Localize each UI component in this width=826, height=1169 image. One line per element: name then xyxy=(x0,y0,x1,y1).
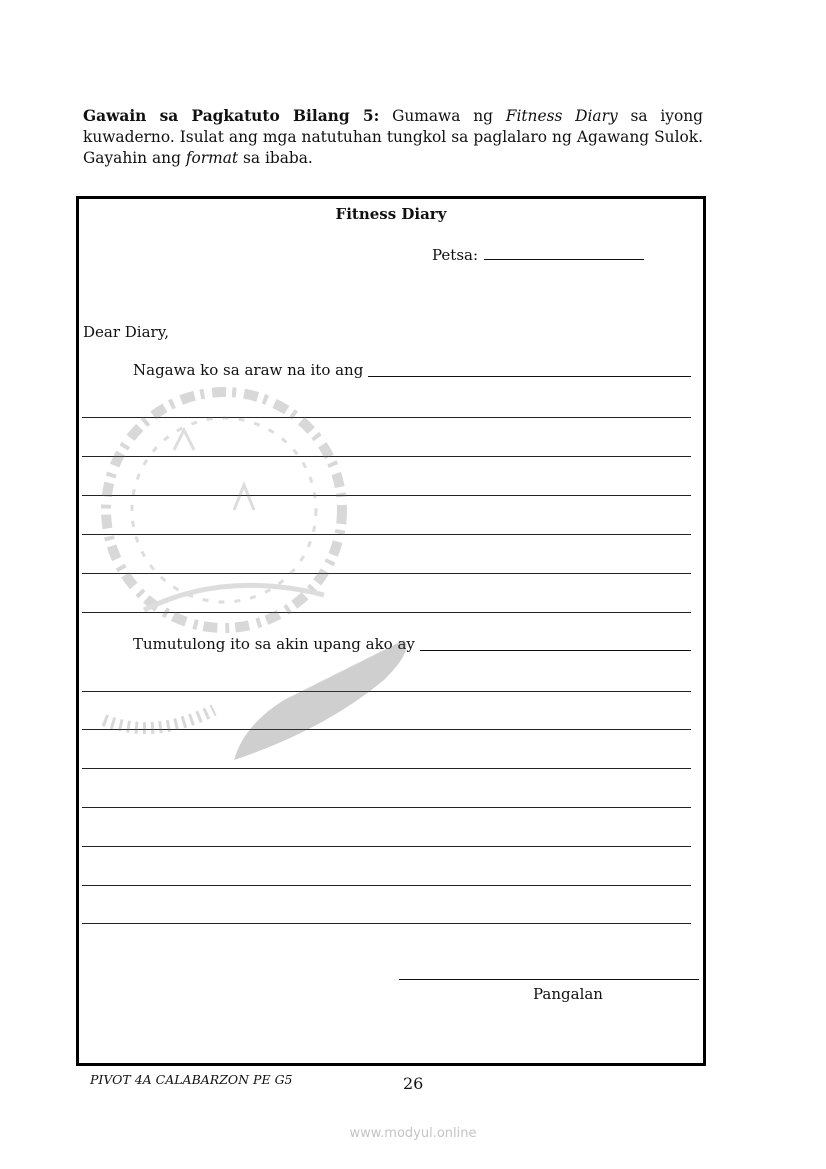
instruction-italic-1: Fitness Diary xyxy=(505,107,618,125)
instruction-text-1: Gumawa ng xyxy=(379,107,506,125)
signature-line xyxy=(399,979,699,980)
prompt-2-blank-line xyxy=(420,649,691,651)
writing-line xyxy=(82,534,691,535)
instruction-text-2: sa iyong kuwaderno. Isulat ang mga natutuhan tungkol sa paglalaro ng Agawang Sulok. Gayahin ang xyxy=(83,107,703,167)
date-label: Petsa: xyxy=(432,246,479,264)
prompt-1-blank-line xyxy=(368,375,691,377)
fitness-diary-form xyxy=(76,196,706,1066)
writing-line xyxy=(82,495,691,496)
diary-greeting: Dear Diary, xyxy=(83,323,169,341)
page-number: 26 xyxy=(403,1074,424,1093)
writing-line xyxy=(82,846,691,847)
activity-instructions xyxy=(83,106,703,169)
writing-line xyxy=(82,729,691,730)
writing-line xyxy=(82,885,691,886)
module-footer: PIVOT 4A CALABARZON PE G5 xyxy=(90,1072,293,1087)
prompt-row-2 xyxy=(133,635,691,653)
instruction-text-3: sa ibaba. xyxy=(238,149,313,167)
activity-label: Gawain sa Pagkatuto Bilang 5: xyxy=(83,107,380,125)
writing-line xyxy=(82,417,691,418)
writing-line xyxy=(82,691,691,692)
prompt-2-text: Tumutulong ito sa akin upang ako ay xyxy=(133,635,415,653)
website-watermark: www.modyul.online xyxy=(349,1126,477,1141)
writing-line xyxy=(82,923,691,924)
writing-line xyxy=(82,573,691,574)
instruction-italic-2: format xyxy=(185,149,239,167)
writing-line xyxy=(82,612,691,613)
writing-line xyxy=(82,807,691,808)
prompt-1-text: Nagawa ko sa araw na ito ang xyxy=(133,361,364,379)
date-row xyxy=(432,245,644,264)
date-blank-line xyxy=(484,245,644,260)
writing-line xyxy=(82,456,691,457)
signature-label: Pangalan xyxy=(533,985,603,1003)
diary-title: Fitness Diary xyxy=(335,205,447,223)
writing-line xyxy=(82,768,691,769)
prompt-row-1 xyxy=(133,361,691,379)
